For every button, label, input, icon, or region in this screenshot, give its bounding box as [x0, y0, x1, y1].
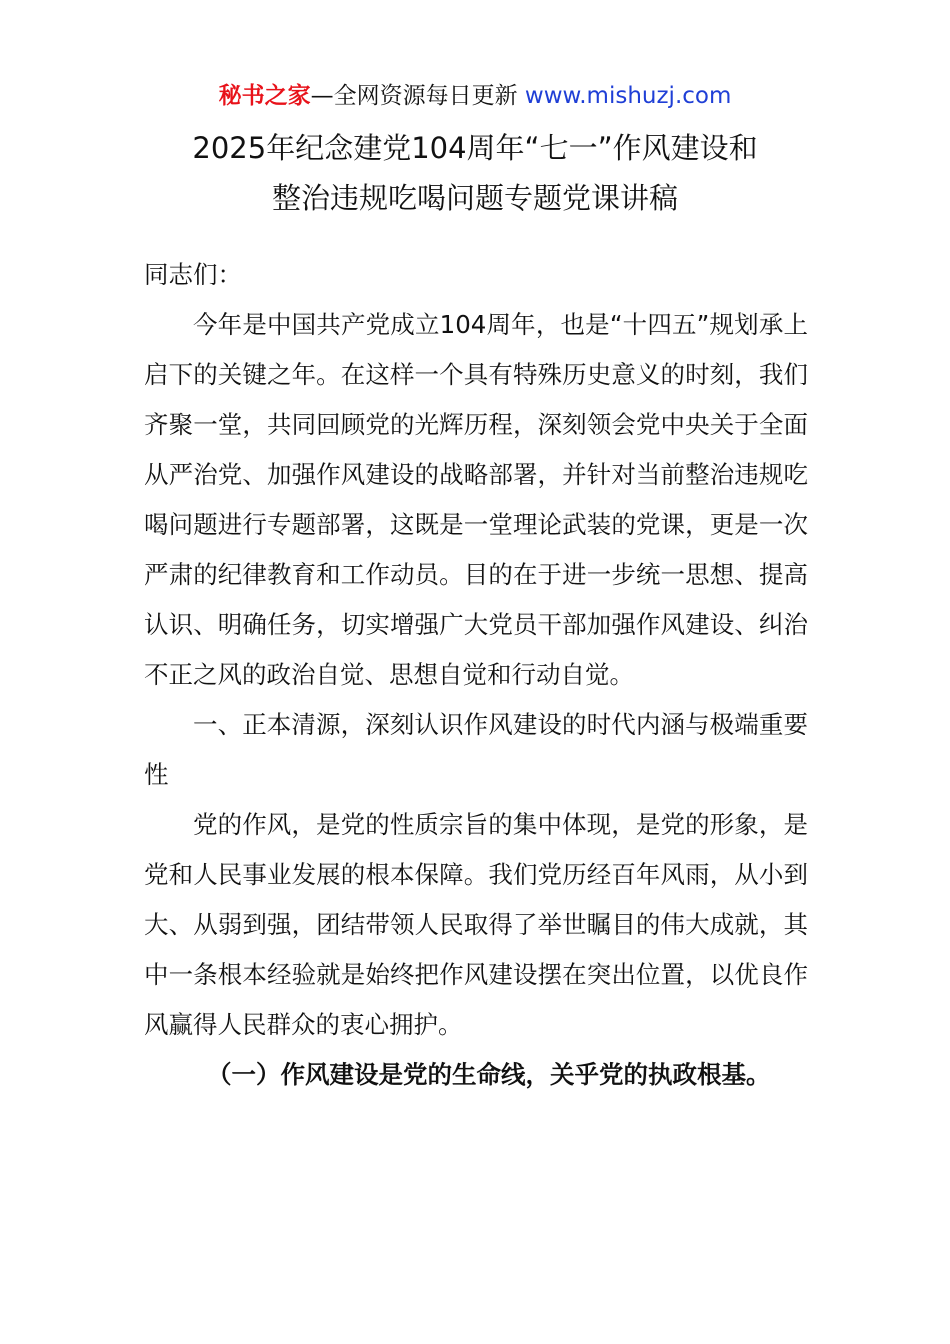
- section-heading-1: 一、正本清源，深刻认识作风建设的时代内涵与极端重要性: [144, 710, 808, 789]
- site-header-banner: [0, 80, 950, 112]
- document-title-line-1: 2025年纪念建党104周年“七一”作风建设和: [192, 131, 758, 165]
- document-title: [0, 126, 950, 220]
- document-body: [144, 250, 808, 1100]
- subheading-1: （一）作风建设是党的生命线，关乎党的执政根基。: [207, 1060, 771, 1089]
- salutation: 同志们：: [144, 260, 242, 289]
- paragraph-intro: 今年是中国共产党成立104周年，也是“十四五”规划承上启下的关键之年。在这样一个具有特殊历史意义的时刻，我们齐聚一堂，共同回顾党的光辉历程，深刻领会党中央关于全面从严治党、加强作风建设的战略部署，并针对当前整治违规吃喝问题进行专题部署，这既是一堂理论武装的党课，更是一次严肃的纪律教育和工作动员。目的在于进一步统一思想、提高认识、明确任务，切实增强广大党员干部加强作风建设、纠治不正之风的政治自觉、思想自觉和行动自觉。: [144, 310, 808, 689]
- header-tagline: —全网资源每日更新: [310, 83, 525, 109]
- document-title-line-2: 整治违规吃喝问题专题党课讲稿: [271, 181, 678, 215]
- paragraph-section-1: 党的作风，是党的性质宗旨的集中体现，是党的形象，是党和人民事业发展的根本保障。我们党历经百年风雨，从小到大、从弱到强，团结带领人民取得了举世瞩目的伟大成就，其中一条根本经验就是始终把作风建设摆在突出位置，以优良作风赢得人民群众的衷心拥护。: [144, 810, 808, 1039]
- brand-name: 秘书之家: [218, 83, 311, 109]
- site-url-link[interactable]: www.mishuzj.com: [524, 83, 732, 109]
